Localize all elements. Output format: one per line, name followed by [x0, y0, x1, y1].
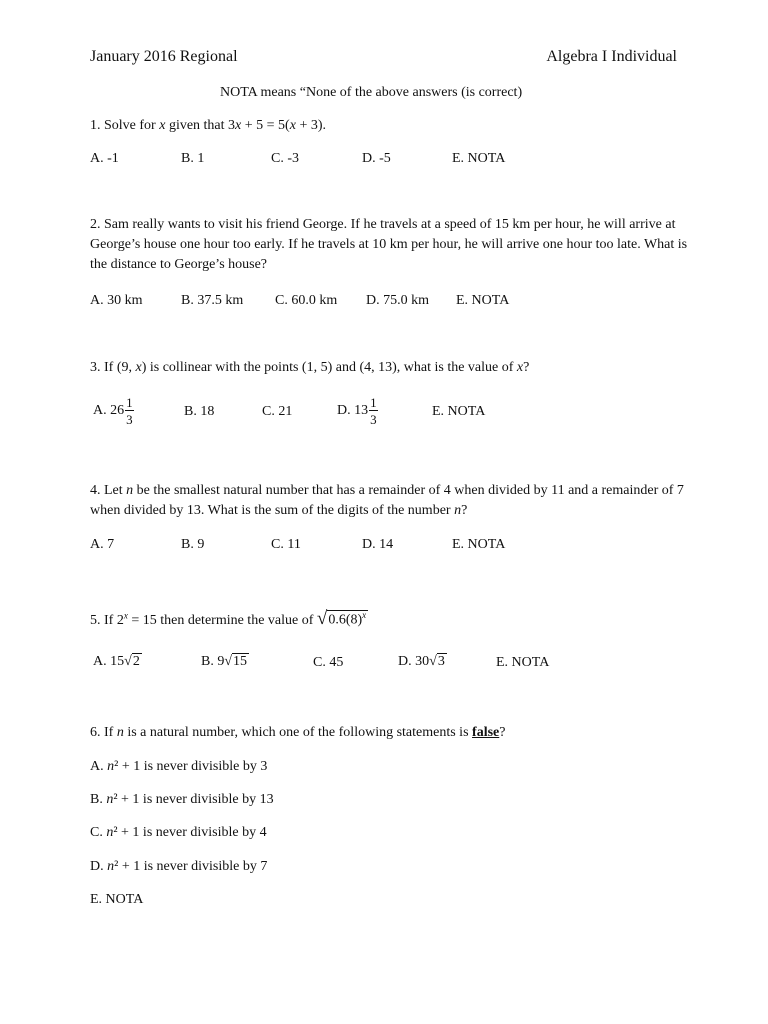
q2-answer-e: E. NOTA — [456, 293, 510, 308]
q3-answer-b: B. 18 — [184, 404, 215, 419]
question-3: 3. If (9, x) is collinear with the points (1, 5) and (4, 13), what is the value of x? — [90, 360, 530, 375]
nota-note: NOTA means “None of the above answers (is correct) — [220, 85, 523, 100]
q5-answer-d: D. 30√3 — [398, 654, 445, 669]
q5-answer-b: B. 9√15 — [201, 654, 248, 669]
q4-answer-b: B. 9 — [181, 537, 205, 552]
q3-answer-d: D. 13 $\frac{1}{3}$ — [337, 395, 377, 427]
question-2: 2. Sam really wants to visit his friend George. If he travels at a speed of 15 km per hour, he will arrive at George’s house one hour too early. If he travels at 10 km per hour, he will arrive one hour too late. What is the distance to George’s house? — [90, 217, 688, 272]
q4-answer-e: E. NOTA — [452, 537, 506, 552]
q3-answer-c: C. 21 — [262, 404, 293, 419]
q6-option-c: C. n² + 1 is never divisible by 4 — [90, 825, 267, 840]
q6-option-e: E. NOTA — [90, 892, 144, 907]
q6-option-d: D. n² + 1 is never divisible by 7 — [90, 859, 268, 874]
question-4: 4. Let n be the smallest natural number that has a remainder of 4 when divided by 11 and a remainder of 7 when divided by 13. What is the sum of the digits of the number n? — [90, 483, 684, 518]
header-left: January 2016 Regional — [90, 48, 238, 65]
q2-answer-b: B. 37.5 km — [181, 293, 244, 308]
question-1: 1. Solve for x given that 3x + 5 = 5(x + 3). — [90, 118, 326, 133]
q1-answer-a: A. -1 — [90, 151, 119, 166]
q4-answer-c: C. 11 — [271, 537, 301, 552]
q5-answer-c: C. 45 — [313, 655, 344, 670]
q3-answer-a: A. 26 $\frac{1}{3}$ — [93, 395, 133, 427]
header-right: Algebra I Individual — [546, 48, 677, 65]
q6-option-b: B. n² + 1 is never divisible by 13 — [90, 792, 274, 807]
q5-answer-a: A. 15√2 — [93, 654, 140, 669]
fraction: $\frac{1}{3}$ — [126, 395, 133, 427]
power-expression: 2$^x$ — [116, 610, 128, 628]
q5-answer-e: E. NOTA — [496, 655, 550, 670]
q4-answer-d: D. 14 — [362, 537, 394, 552]
q4-answer-a: A. 7 — [90, 537, 115, 552]
q1-answer-d: D. -5 — [362, 151, 391, 166]
q2-answer-c: C. 60.0 km — [275, 293, 338, 308]
q1-answer-e: E. NOTA — [452, 151, 506, 166]
q6-option-a: A. n² + 1 is never divisible by 3 — [90, 759, 268, 774]
question-6: 6. If n is a natural number, which one of the following statements is false? — [90, 725, 506, 740]
fraction: $\frac{1}{3}$ — [370, 395, 377, 427]
q2-answer-a: A. 30 km — [90, 293, 143, 308]
q1-answer-b: B. 1 — [181, 151, 205, 166]
q1-answer-c: C. -3 — [271, 151, 299, 166]
q3-answer-e: E. NOTA — [432, 404, 486, 419]
question-5: 5. If $2^x = 15$ then determine the value of $√0.6(8)^x$ — [90, 608, 367, 629]
radical-expression: $√0.6(8)^x$ — [316, 608, 367, 629]
q2-answer-d: D. 75.0 km — [366, 293, 429, 308]
